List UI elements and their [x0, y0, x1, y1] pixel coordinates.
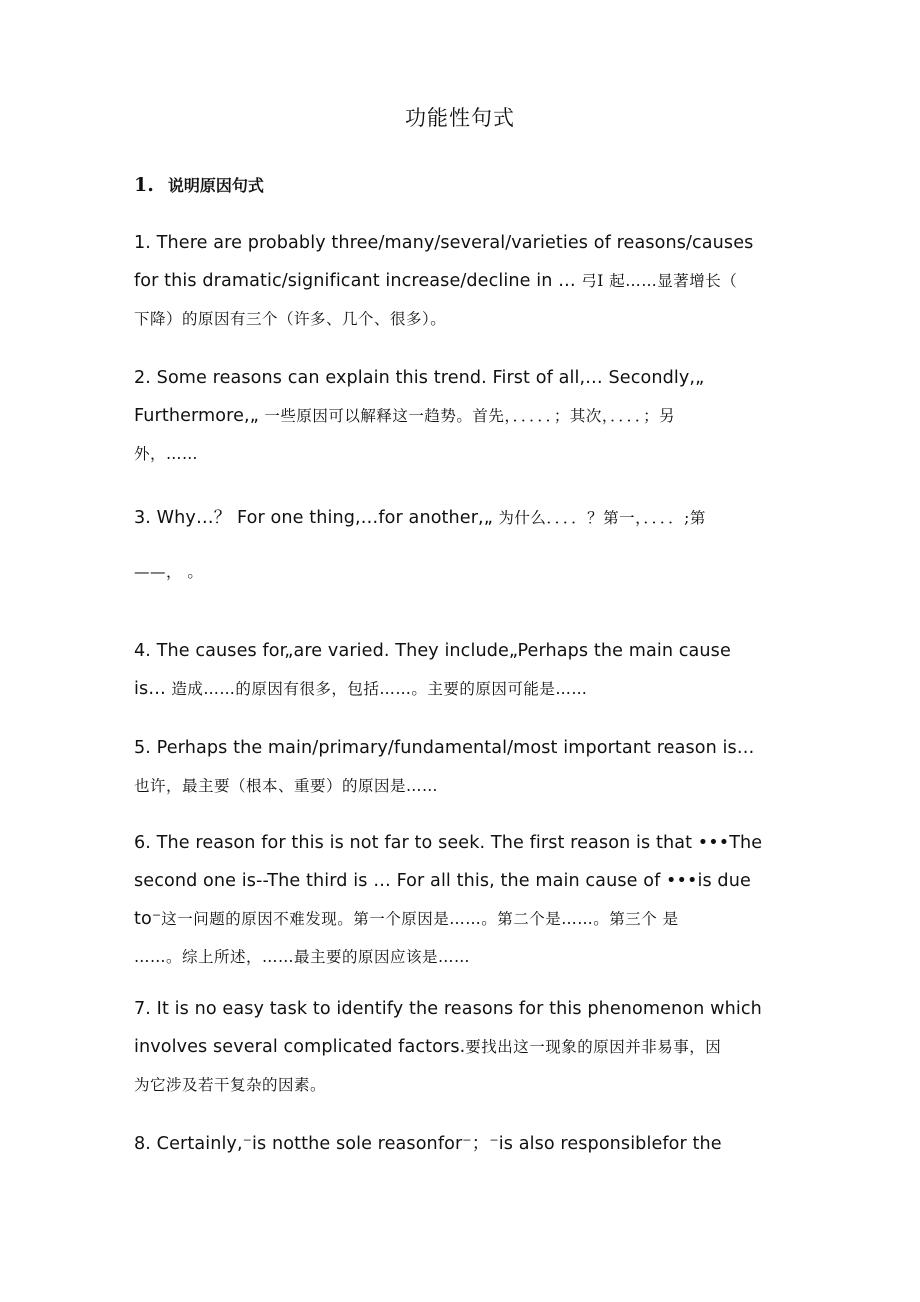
english-text: 3. Why…？ For one thing,…for another,„ — [134, 508, 493, 528]
section-number: 1. — [134, 174, 154, 196]
page-title: 功能性句式 — [405, 106, 515, 130]
item-line — [134, 300, 814, 338]
english-text: for this dramatic/significant increase/decline in … — [134, 271, 576, 291]
item-line — [134, 862, 814, 900]
chinese-text: 一些原因可以解释这一趋势。首先，．．．．．；其次，．．．．；另 — [258, 407, 676, 425]
english-text: 1. There are probably three/many/several/varieties of reasons/causes — [134, 233, 754, 253]
item-line — [134, 1028, 814, 1066]
chinese-text: 为它涉及若干复杂的因素。 — [134, 1076, 327, 1094]
item-line — [134, 632, 814, 670]
chinese-text: 这一问题的原因不难发现。第一个原因是……。第二个是……。第三个 是 — [161, 910, 679, 928]
list-item — [134, 729, 814, 805]
chinese-text: 外，…… — [134, 445, 199, 463]
english-text: involves several complicated factors. — [134, 1037, 466, 1057]
item-line — [134, 729, 814, 767]
item-line — [134, 553, 814, 591]
list-item — [134, 990, 814, 1104]
english-text: 7. It is no easy task to identify the reasons for this phenomenon which — [134, 999, 762, 1019]
english-text: second one is--The third is … For all this, the main cause of •••is due — [134, 871, 751, 891]
chinese-text: 造成……的原因有很多，包括……。主要的原因可能是…… — [165, 680, 588, 698]
item-line — [134, 435, 814, 473]
list-item — [134, 1125, 814, 1163]
list-item — [134, 824, 814, 976]
item-line — [134, 359, 814, 397]
chinese-text: 弓I 起……显著增长（ — [575, 272, 738, 290]
english-text: 2. Some reasons can explain this trend. First of all,… Secondly,„ — [134, 368, 705, 388]
list-item — [134, 224, 814, 338]
english-text: 6. The reason for this is not far to seek. The first reason is that •••The — [134, 833, 763, 853]
item-line — [134, 499, 814, 537]
chinese-text: ……。综上所述，……最主要的原因应该是…… — [134, 948, 471, 966]
english-text: is… — [134, 679, 166, 699]
list-item — [134, 632, 814, 708]
chinese-text: 为什么．．．．？第一，．．．．;第 — [492, 509, 706, 527]
item-line — [134, 767, 814, 805]
chinese-text: 要找出这一现象的原因并非易事，因 — [465, 1038, 722, 1056]
item-line — [134, 262, 814, 300]
english-text: 8. Certainly,⁻is notthe sole reasonfor⁻；⁻is also responsiblefor the — [134, 1134, 722, 1154]
item-line — [134, 938, 814, 976]
english-text: to⁻ — [134, 909, 162, 929]
section-heading-text: 说明原因句式 — [167, 176, 264, 195]
item-line — [134, 990, 814, 1028]
chinese-text: ——， 。 — [134, 563, 204, 581]
item-line — [134, 1125, 814, 1163]
item-line — [134, 1066, 814, 1104]
list-item — [134, 359, 814, 473]
list-item — [134, 499, 814, 591]
chinese-text: 也许，最主要（根本、重要）的原因是…… — [134, 777, 439, 795]
item-line — [134, 824, 814, 862]
item-line — [134, 670, 814, 708]
section-heading — [134, 172, 264, 199]
item-line — [134, 224, 814, 262]
item-line — [134, 900, 814, 938]
english-text: Furthermore,„ — [134, 406, 259, 426]
english-text: 4. The causes for„are varied. They include„Perhaps the main cause — [134, 641, 731, 661]
english-text: 5. Perhaps the main/primary/fundamental/most important reason is… — [134, 738, 755, 758]
item-line — [134, 397, 814, 435]
chinese-text: 下降）的原因有三个（许多、几个、很多）。 — [134, 310, 447, 328]
